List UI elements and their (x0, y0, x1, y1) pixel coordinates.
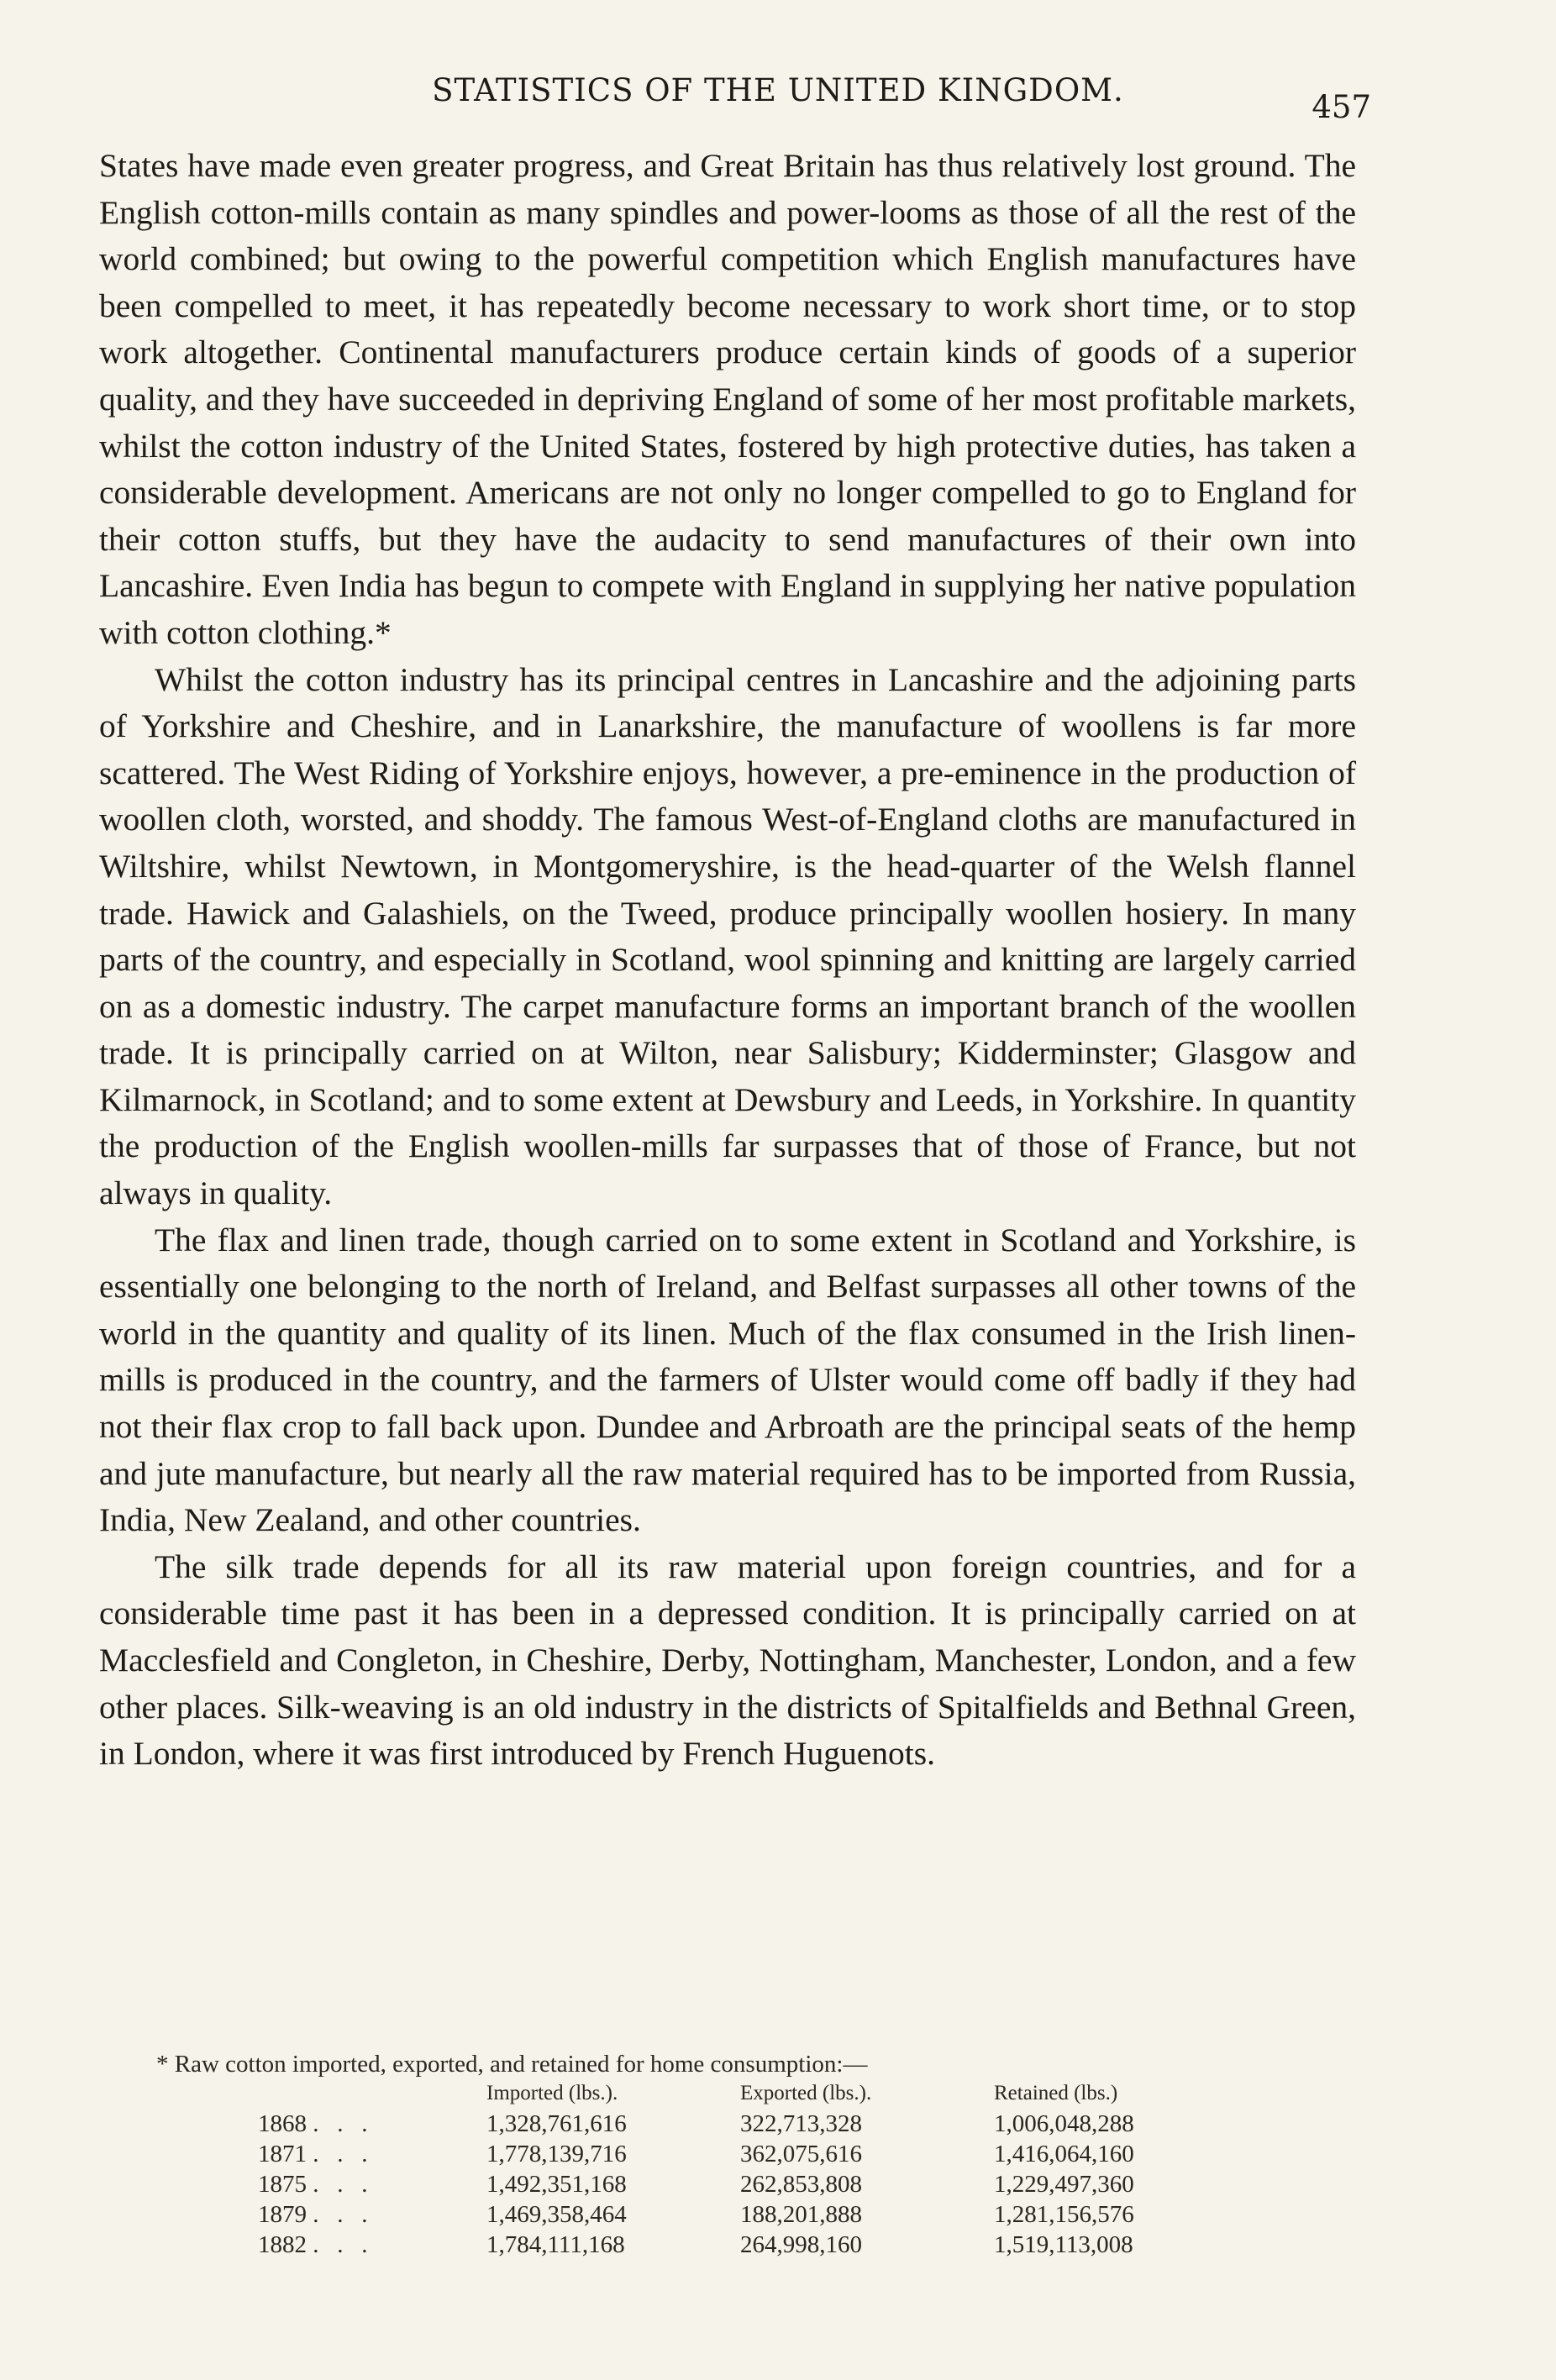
table-row (257, 2109, 1196, 2139)
imported-cell: 1,328,761,616 (486, 2110, 627, 2137)
footnote-table (257, 2078, 1196, 2260)
table-row (257, 2230, 1196, 2260)
exported-cell: 188,201,888 (740, 2201, 862, 2228)
page-number: 457 (1312, 89, 1371, 125)
year-value: 1868 (258, 2110, 307, 2137)
footnote-intro: * Raw cotton imported, exported, and retained for home consumption:— (156, 2051, 868, 2078)
imported-cell: 1,492,351,168 (486, 2171, 627, 2198)
year-cell: 1882 . . . (258, 2231, 368, 2258)
retained-cell: 1,006,048,288 (994, 2110, 1134, 2137)
table-row (257, 2199, 1196, 2230)
year-column-header (257, 2078, 486, 2109)
imported-column-header: Imported (lbs.). (486, 2082, 618, 2104)
exported-column-header: Exported (lbs.). (740, 2082, 872, 2104)
retained-cell: 1,229,497,360 (994, 2171, 1134, 2198)
footnote-container (156, 2050, 1248, 2260)
imported-cell: 1,778,139,716 (486, 2141, 627, 2167)
exported-cell: 322,713,328 (740, 2110, 862, 2137)
year-value: 1879 (258, 2201, 307, 2228)
year-value: 1882 (258, 2231, 307, 2258)
retained-cell: 1,519,113,008 (994, 2231, 1133, 2258)
year-value: 1871 (258, 2141, 307, 2167)
paragraph: Whilst the cotton industry has its principal centres in Lancashire and the adjoining parts of Yorkshire and Cheshire, and in Lanarkshire, the manufacture of woollens is far more scattered. The West Riding of Yorkshire enjoys, however, a pre-eminence in the production of woollen cloth, worsted, and shoddy. The famous West-of-England cloths are manufactured in Wiltshire, whilst Newtown, in Montgomeryshire, is the head-quarter of the Welsh flannel trade. Hawick and Galashiels, on the Tweed, produce principally woollen hosiery. In many parts of the country, and especially in Scotland, wool spinning and knitting are largely carried on as a domestic industry. The carpet manufacture forms an important branch of the woollen trade. It is principally carried on at Wilton, near Salisbury; Kidderminster; Glasgow and Kilmarnock, in Scotland; and to some extent at Dewsbury and Leeds, in Yorkshire. In quantity the production of the English woollen-mills far surpasses that of those of France, but not always in quality. (99, 660, 1356, 1212)
paragraph: The silk trade depends for all its raw material upon foreign countries, and for a considerable time past it has been in a depressed condition. It is principally carried on at Macclesfield and Congleton, in Cheshire, Derby, Nottingham, Manchester, London, and a few other places. Silk-weaving is an old industry in the districts of Spitalfields and Bethnal Green, in London, where it was first introduced by French Huguenots. (99, 1547, 1356, 1773)
year-cell: 1871 . . . (258, 2141, 368, 2167)
exported-cell: 262,853,808 (740, 2171, 862, 2198)
exported-cell: 362,075,616 (740, 2141, 862, 2167)
table-row (257, 2169, 1196, 2199)
running-head (0, 72, 1556, 123)
retained-cell: 1,281,156,576 (994, 2201, 1134, 2228)
imported-cell: 1,784,111,168 (486, 2231, 625, 2258)
table-row (257, 2139, 1196, 2169)
paragraph: States have made even greater progress, and Great Britain has thus relatively lost ground. The English cotton-mills contain as many spindles and power-looms as those of all the rest of the world combined; but owing to the powerful competition which English manufactures have been compelled to meet, it has repeatedly become necessary to work short time, or to stop work altogether. Continental manufacturers produce certain kinds of goods of a superior quality, and they have succeeded in depriving England of some of her most profitable markets, whilst the cotton industry of the United States, fostered by high protective duties, has taken a considerable development. Americans are not only no longer compelled to go to England for their cotton stuffs, but they have the audacity to send manufactures of their own into Lancashire. Even India has begun to compete with England in supplying her native population with cotton clothing.* (99, 147, 1356, 651)
retained-column-header: Retained (lbs.) (994, 2082, 1118, 2104)
running-title: STATISTICS OF THE UNITED KINGDOM. (432, 72, 1124, 108)
year-cell: 1868 . . . (258, 2110, 368, 2137)
imported-cell: 1,469,358,464 (486, 2201, 627, 2228)
paragraph: The flax and linen trade, though carried on to some extent in Scotland and Yorkshire, is essentially one belonging to the north of Ireland, and Belfast surpasses all other towns of the world in the quantity and quality of its linen. Much of the flax consumed in the Irish linen-mills is produced in the country, and the farmers of Ulster would come off badly if they had not their flax crop to fall back upon. Dundee and Arbroath are the principal seats of the hemp and jute manufacture, but nearly all the raw material required has to be imported from Russia, India, New Zealand, and other countries. (99, 1221, 1356, 1539)
year-cell: 1875 . . . (258, 2171, 368, 2198)
exported-cell: 264,998,160 (740, 2231, 862, 2258)
body-text (99, 143, 1356, 1778)
footnote-header-row (257, 2078, 1196, 2109)
year-value: 1875 (258, 2171, 307, 2198)
retained-cell: 1,416,064,160 (994, 2141, 1134, 2167)
year-cell: 1879 . . . (258, 2201, 368, 2228)
